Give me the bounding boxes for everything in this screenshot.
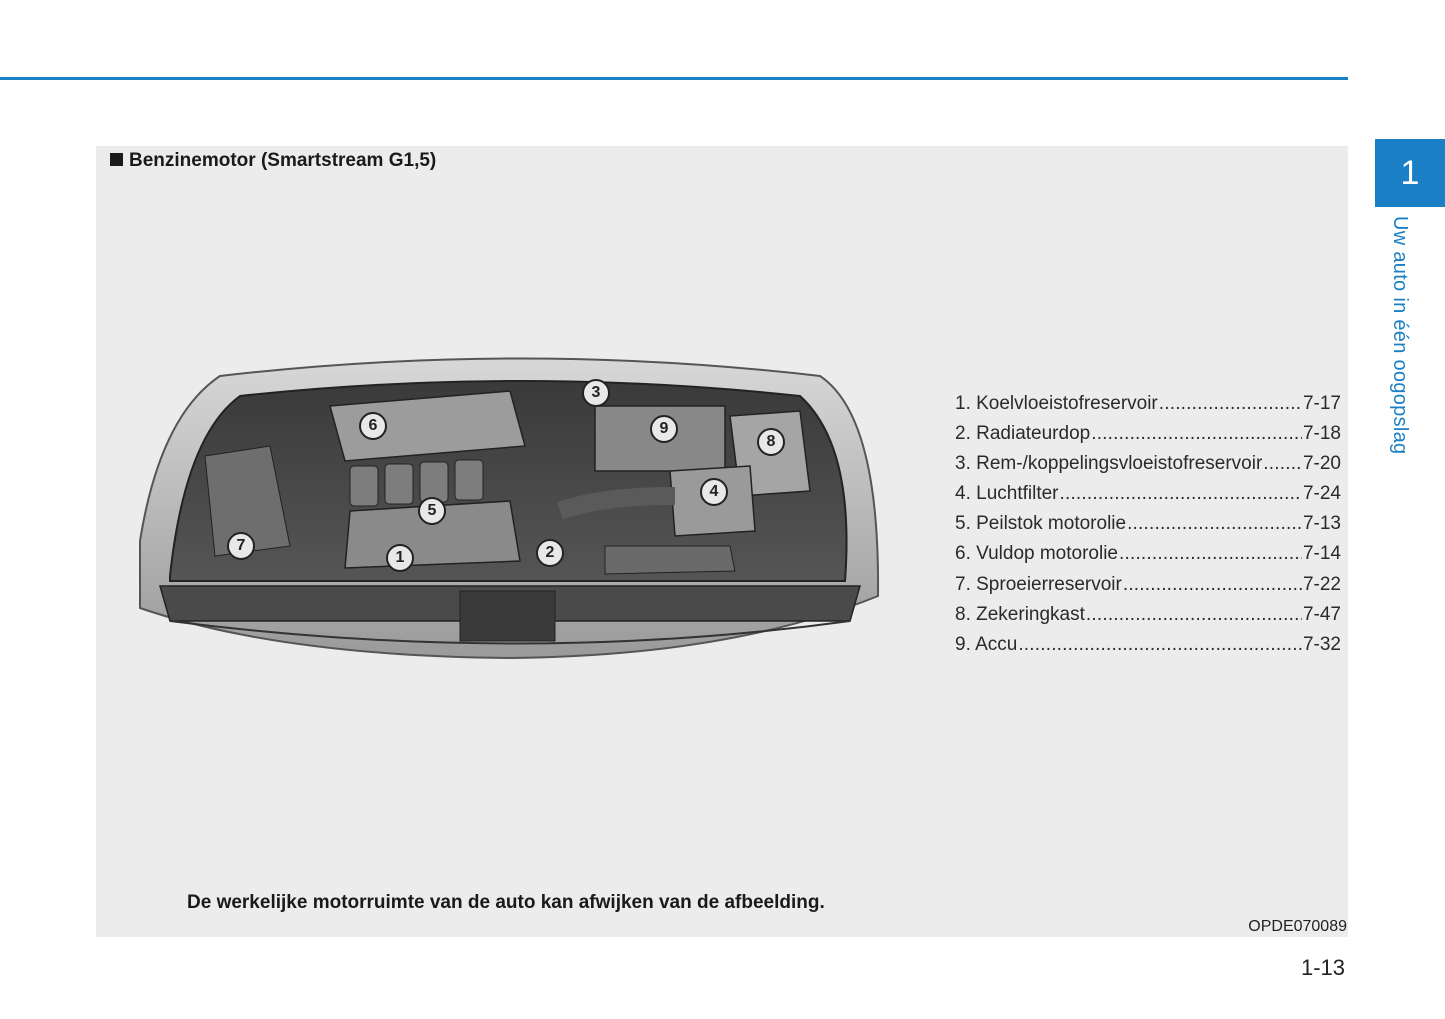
legend-item-page: 7-18 bbox=[1302, 423, 1341, 445]
legend-item-page: 7-13 bbox=[1302, 513, 1341, 535]
legend-item-page: 7-32 bbox=[1302, 633, 1341, 655]
legend-item bbox=[955, 479, 1341, 509]
callout-5: 5 bbox=[418, 497, 446, 525]
legend-item-page: 7-14 bbox=[1302, 543, 1341, 565]
callout-2: 2 bbox=[536, 539, 564, 567]
engine-bay-drawing bbox=[130, 346, 916, 672]
callout-7: 7 bbox=[227, 532, 255, 560]
legend-item-page: 7-17 bbox=[1302, 393, 1341, 414]
section-heading-text: Benzinemotor (Smartstream G1,5) bbox=[129, 150, 437, 171]
legend-item-label: 6. Vuldop motorolie bbox=[955, 543, 1119, 565]
legend-item bbox=[955, 600, 1341, 630]
legend-item bbox=[955, 570, 1341, 600]
disclaimer-note: De werkelijke motorruimte van de auto kan afwijken van de afbeelding. bbox=[187, 892, 825, 913]
legend-item-label: 2. Radiateurdop bbox=[955, 423, 1091, 445]
engine-bay-illustration bbox=[130, 346, 916, 672]
legend-item-label: 3. Rem-/koppelingsvloeistofreservoir bbox=[955, 453, 1263, 475]
figure-code: OPDE070089 bbox=[1248, 918, 1347, 935]
legend-item-label: 8. Zekeringkast bbox=[955, 603, 1085, 625]
parts-legend bbox=[955, 389, 1341, 660]
bullet-square-icon bbox=[110, 153, 123, 166]
callout-3: 3 bbox=[582, 379, 610, 407]
page-number: 1-13 bbox=[1300, 955, 1345, 980]
callout-4: 4 bbox=[700, 478, 728, 506]
top-rule bbox=[0, 77, 1348, 80]
legend-item-page: 7-22 bbox=[1302, 573, 1341, 595]
legend-item-page: 7-47 bbox=[1302, 603, 1341, 625]
legend-item-label: 4. Luchtfilter bbox=[955, 483, 1059, 505]
callout-6: 6 bbox=[359, 412, 387, 440]
section-heading bbox=[110, 150, 436, 172]
legend-item-label: 7. Sproeierreservoir bbox=[955, 573, 1122, 595]
legend-item bbox=[955, 389, 1341, 419]
legend-item bbox=[955, 449, 1341, 479]
legend-item-label: 1. Koelvloeistofreservoir bbox=[955, 393, 1158, 414]
legend-item bbox=[955, 419, 1341, 449]
legend-item-label: 9. Accu bbox=[955, 633, 1018, 655]
legend-item-page: 7-24 bbox=[1302, 483, 1341, 505]
legend-item bbox=[955, 630, 1341, 660]
legend-item-page: 7-20 bbox=[1302, 453, 1341, 475]
callout-9: 9 bbox=[650, 415, 678, 443]
legend-item-label: 5. Peilstok motorolie bbox=[955, 513, 1127, 535]
callout-1: 1 bbox=[386, 544, 414, 572]
legend-item bbox=[955, 539, 1341, 569]
chapter-number-tab[interactable]: 1 bbox=[1375, 139, 1445, 207]
callout-8: 8 bbox=[757, 428, 785, 456]
legend-item bbox=[955, 509, 1341, 539]
chapter-title: Uw auto in één oogopslag bbox=[1389, 216, 1411, 455]
